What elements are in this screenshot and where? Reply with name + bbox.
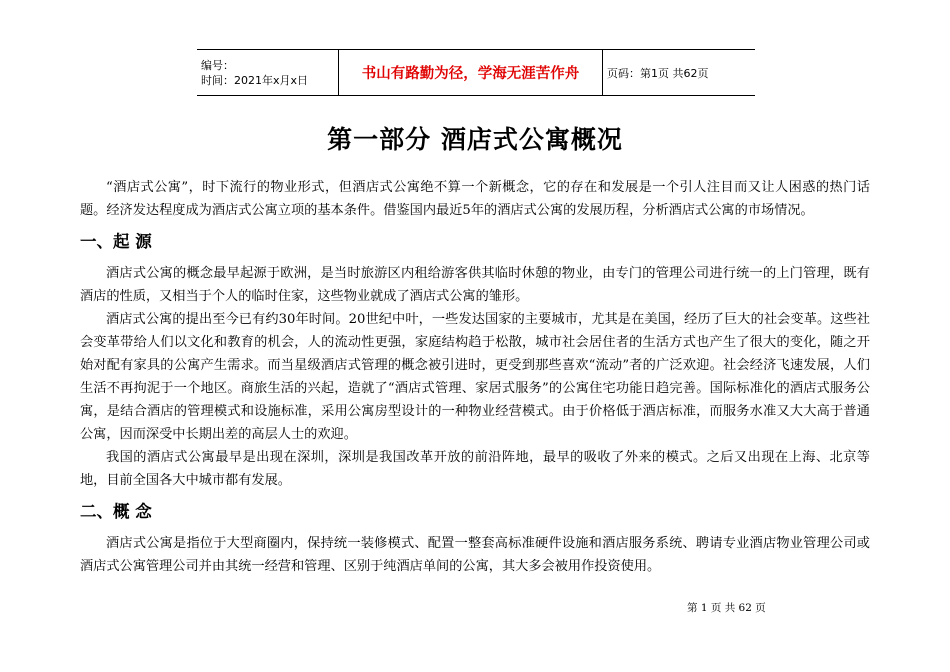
header-number-label: 编号： (201, 58, 234, 72)
section-heading-concept: 二、概 念 (80, 502, 152, 521)
origin-paragraph-1: 酒店式公寓的概念最早起源于欧洲，是当时旅游区内租给游客供其临时休憩的物业，由专门的管理公司进行统一的上门管理，既有酒店的性质，又相当于个人的临时住家，这些物业就成了酒店式公寓的雏形。 (80, 266, 870, 304)
header-time-label: 时间：2021年x月x日 (201, 73, 309, 87)
document-body (80, 176, 870, 578)
origin-paragraph-2: 酒店式公寓的提出至今已有约30年时间。20世纪中叶，一些发达国家的主要城市，尤其是在美国，经历了巨大的社会变革。这些社会变革带给人们以文化和教育的机会，人的流动性更强，家庭结构趋于松散，城市社会居住者的生活方式也产生了很大的变化，随之开始对配有家具的公寓产生需求。而当星级酒店式管理的概念被引进时，更受到那些喜欢“流动”者的广泛欢迎。社会经济飞速发展，人们生活不再拘泥于一个地区。商旅生活的兴起，造就了“酒店式管理、家居式服务”的公寓住宅功能日趋完善。国际标准化的酒店式服务公寓，是结合酒店的管理模式和设施标准，采用公寓房型设计的一种物业经营模式。由于价格低于酒店标准，而服务水准又大大高于普通公寓，因而深受中长期出差的高层人士的欢迎。 (80, 312, 870, 442)
page-footer: 第 1 页 共 62 页 (687, 602, 766, 614)
header-page-label: 页码：第1页 共62页 (603, 50, 756, 96)
origin-paragraph-3: 我国的酒店式公寓最早是出现在深圳，深圳是我国改革开放的前沿阵地，最早的吸收了外来的模式。之后又出现在上海、北京等地，目前全国各大中城市都有发展。 (80, 450, 870, 488)
page-title: 第一部分 酒店式公寓概况 (327, 125, 623, 154)
section-heading-origin: 一、起 源 (80, 232, 152, 251)
document-header (197, 49, 755, 96)
header-motto: 书山有路勤为径，学海无涯苦作舟 (339, 50, 603, 96)
header-meta (197, 50, 339, 96)
intro-paragraph: “酒店式公寓”，时下流行的物业形式，但酒店式公寓绝不算一个新概念，它的存在和发展是一个引人注目而又让人困惑的热门话题。经济发达程度成为酒店式公寓立项的基本条件。借鉴国内最近5年的酒店式公寓的发展历程，分析酒店式公寓的市场情况。 (80, 180, 870, 218)
concept-paragraph-1: 酒店式公寓是指位于大型商圈内，保持统一装修模式、配置一整套高标准硬件设施和酒店服务系统、聘请专业酒店物业管理公司或酒店式公寓管理公司并由其统一经营和管理、区别于纯酒店单间的公寓，其大多会被用作投资使用。 (80, 536, 870, 574)
